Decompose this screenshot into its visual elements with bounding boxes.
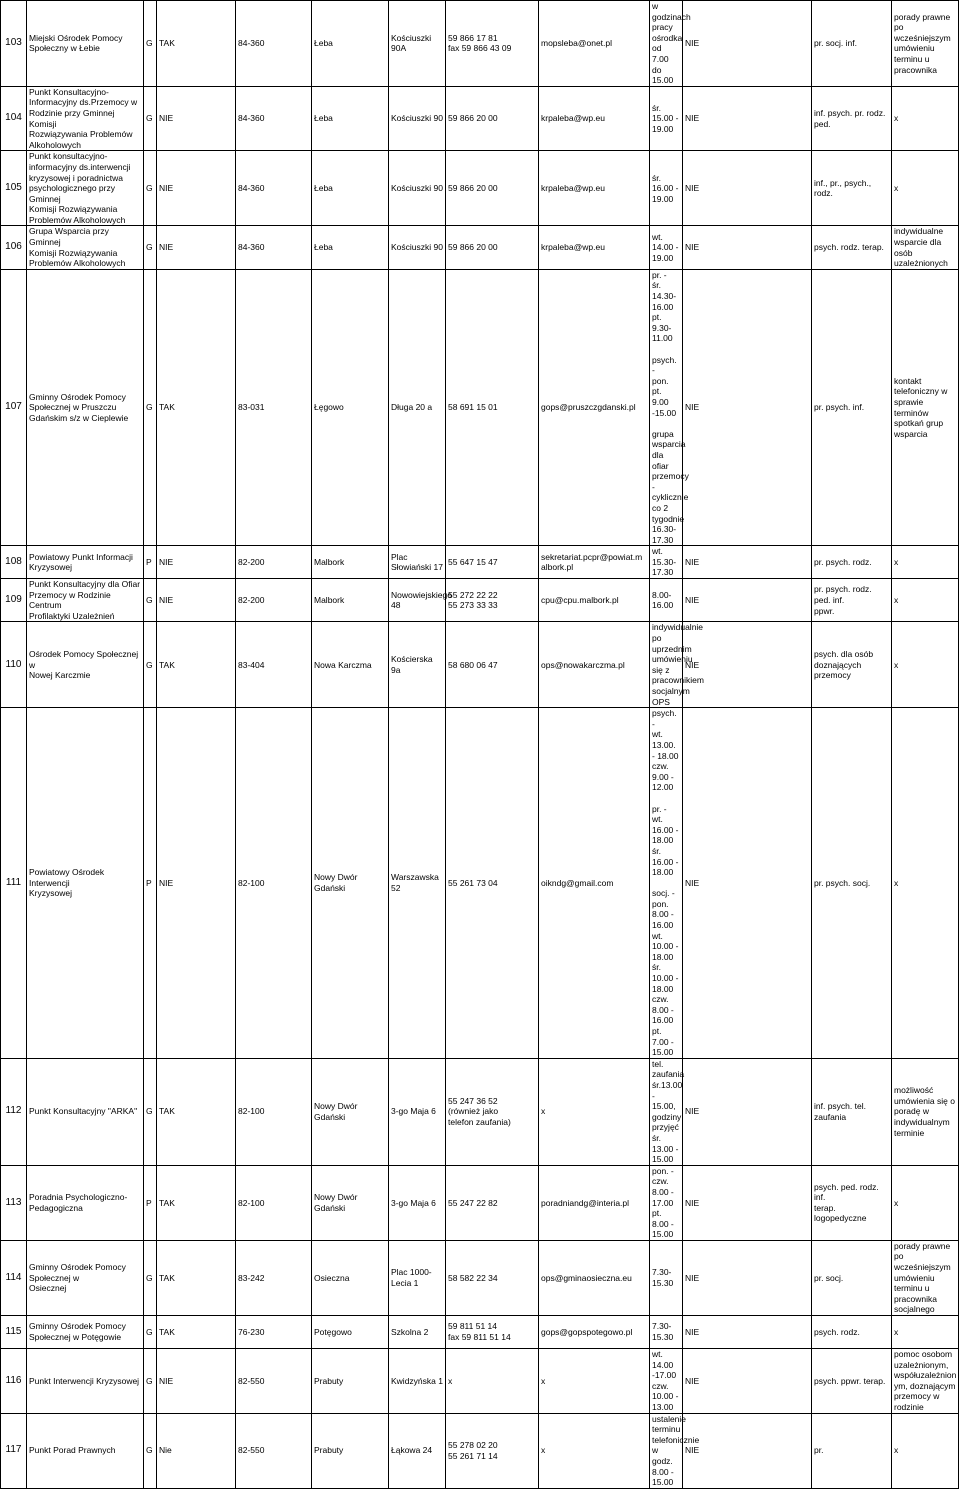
referral-required: NIE — [683, 1240, 812, 1315]
postal-code: 84-360 — [236, 151, 312, 226]
opening-hours: 8.00-16.00 — [650, 579, 683, 622]
institution-name: Gminny Ośrodek Pomocy Społecznej w Potęgowie — [27, 1316, 144, 1349]
email-address: krpaleba@wp.eu — [539, 86, 650, 151]
table-row — [1, 1165, 959, 1240]
opening-hours: wt. 15.30-17.30 — [650, 546, 683, 579]
row-number: 106 — [1, 226, 27, 269]
other-info: x — [892, 708, 959, 1059]
institution-name: Miejski Ośrodek Pomocy Społeczny w Łebie — [27, 1, 144, 87]
street-address: Łąkowa 24 — [389, 1413, 446, 1488]
phone-number: 55 272 22 22 55 273 33 33 — [446, 579, 539, 622]
email-address: gops@gopspotegowo.pl — [539, 1316, 650, 1349]
street-address: Długa 20 a — [389, 269, 446, 545]
help-types: psych. ppwr. terap. — [812, 1349, 892, 1414]
help-types: psych. rodz. terap. — [812, 226, 892, 269]
row-number: 116 — [1, 1349, 27, 1414]
free-of-charge: NIE — [157, 708, 236, 1059]
opening-hours: pon. - czw. 8.00 - 17.00 pt. 8.00 - 15.00 — [650, 1165, 683, 1240]
city: Łeba — [312, 1, 389, 87]
phone-number: 59 866 20 00 — [446, 151, 539, 226]
street-address: Warszawska 52 — [389, 708, 446, 1059]
phone-number: x — [446, 1349, 539, 1414]
help-types: pr. socj. — [812, 1240, 892, 1315]
table-row — [1, 546, 959, 579]
postal-code: 84-360 — [236, 226, 312, 269]
institution-type: G — [144, 1349, 157, 1414]
street-address: Kościuszki 90 — [389, 226, 446, 269]
institution-name: Gminny Ośrodek Pomocy Społecznej w Pruszczu Gdańskim s/z w Cieplewie — [27, 269, 144, 545]
opening-hours: śr. 16.00 - 19.00 — [650, 151, 683, 226]
street-address: Kościerska 9a — [389, 622, 446, 708]
institution-name: Poradnia Psychologiczno- Pedagogiczna — [27, 1165, 144, 1240]
postal-code: 84-360 — [236, 1, 312, 87]
institution-type: G — [144, 151, 157, 226]
email-address: mopsleba@onet.pl — [539, 1, 650, 87]
free-of-charge: TAK — [157, 1, 236, 87]
phone-number: 58 582 22 34 — [446, 1240, 539, 1315]
other-info: porady prawne po wcześniejszym umówieniu terminu u pracownika — [892, 1, 959, 87]
free-of-charge: NIE — [157, 226, 236, 269]
other-info: pomoc osobom uzależnionym, współuzależnion ym, doznającym przemocy w rodzinie — [892, 1349, 959, 1414]
table-row — [1, 579, 959, 622]
street-address: Kościuszki 90A — [389, 1, 446, 87]
institution-type: G — [144, 226, 157, 269]
other-info: kontakt telefoniczny w sprawie terminów spotkań grup wsparcia — [892, 269, 959, 545]
institution-type: G — [144, 1316, 157, 1349]
help-types: psych. dla osób doznających przemocy — [812, 622, 892, 708]
row-number: 105 — [1, 151, 27, 226]
free-of-charge: Nie — [157, 1413, 236, 1488]
other-info: x — [892, 1165, 959, 1240]
email-address: ops@nowakarczma.pl — [539, 622, 650, 708]
referral-required: NIE — [683, 1349, 812, 1414]
email-address: x — [539, 1058, 650, 1165]
table-row — [1, 226, 959, 269]
city: Nowy Dwór Gdański — [312, 1058, 389, 1165]
free-of-charge: TAK — [157, 1058, 236, 1165]
opening-hours: indywidualnie po uprzednim umówieniu się z pracownikiem socjalnym OPS — [650, 622, 683, 708]
phone-number: 55 247 22 82 — [446, 1165, 539, 1240]
postal-code: 82-100 — [236, 1058, 312, 1165]
row-number: 111 — [1, 708, 27, 1059]
referral-required: NIE — [683, 1413, 812, 1488]
postal-code: 83-404 — [236, 622, 312, 708]
city: Nowa Karczma — [312, 622, 389, 708]
postal-code: 82-550 — [236, 1349, 312, 1414]
institution-name: Punkt Konsultacyjny "ARKA" — [27, 1058, 144, 1165]
table-row — [1, 1413, 959, 1488]
row-number: 115 — [1, 1316, 27, 1349]
referral-required: NIE — [683, 579, 812, 622]
other-info: x — [892, 579, 959, 622]
row-number: 104 — [1, 86, 27, 151]
email-address: krpaleba@wp.eu — [539, 226, 650, 269]
other-info: x — [892, 86, 959, 151]
postal-code: 82-100 — [236, 1165, 312, 1240]
phone-number: 59 811 51 14 fax 59 811 51 14 — [446, 1316, 539, 1349]
free-of-charge: NIE — [157, 86, 236, 151]
help-types: inf., pr., psych., rodz. — [812, 151, 892, 226]
help-types: inf. psych. tel. zaufania — [812, 1058, 892, 1165]
postal-code: 82-100 — [236, 708, 312, 1059]
help-types: pr. — [812, 1413, 892, 1488]
street-address: Szkolna 2 — [389, 1316, 446, 1349]
opening-hours: psych. - wt. 13.00. - 18.00 czw. 9.00 - 12.00 pr. - wt. 16.00 - 18.00 śr. 16.00 - 18.00 socj. - pon. 8.00 - 16.00 wt. 10.00 - 18.00 śr. 10.00 - 18.00 czw. 8.00 - 16.00 pt. 7.00 - 15.00 — [650, 708, 683, 1059]
other-info: porady prawne po wcześniejszym umówieniu terminu u pracownika socjalnego — [892, 1240, 959, 1315]
help-types: pr. psych. inf. — [812, 269, 892, 545]
table-row — [1, 1240, 959, 1315]
opening-hours: 7.30-15.30 — [650, 1316, 683, 1349]
help-types: psych. rodz. — [812, 1316, 892, 1349]
institution-name: Punkt Interwencji Kryzysowej — [27, 1349, 144, 1414]
referral-required: NIE — [683, 1, 812, 87]
referral-required: NIE — [683, 86, 812, 151]
help-types: psych. ped. rodz. inf. terap. logopedyczne — [812, 1165, 892, 1240]
email-address: ops@gminaosieczna.eu — [539, 1240, 650, 1315]
table-row — [1, 1, 959, 87]
institution-type: G — [144, 269, 157, 545]
opening-hours: pr. - śr. 14.30-16.00 pt. 9.30-11.00 psych. - pon. pt. 9.00 -15.00 grupa wsparcia dla ofiar przemocy - cyklicznie co 2 tygodnie 16.30-17.30 — [650, 269, 683, 545]
row-number: 109 — [1, 579, 27, 622]
street-address: 3-go Maja 6 — [389, 1165, 446, 1240]
postal-code: 76-230 — [236, 1316, 312, 1349]
institution-name: Punkt Konsultacyjny dla Ofiar Przemocy w Rodzinie Centrum Profilaktyki Uzależnień — [27, 579, 144, 622]
street-address: Plac 1000-Lecia 1 — [389, 1240, 446, 1315]
free-of-charge: NIE — [157, 151, 236, 226]
table-row — [1, 86, 959, 151]
city: Prabuty — [312, 1349, 389, 1414]
institution-name: Punkt konsultacyjno- informacyjny ds.interwencji kryzysowej i poradnictwa psychologicznego przy Gminnej Komisji Rozwiązywania Problemów Alkoholowych — [27, 151, 144, 226]
table-row — [1, 1316, 959, 1349]
table-row — [1, 151, 959, 226]
table-row — [1, 1349, 959, 1414]
row-number: 112 — [1, 1058, 27, 1165]
city: Malbork — [312, 579, 389, 622]
street-address: Kościuszki 90 — [389, 151, 446, 226]
row-number: 103 — [1, 1, 27, 87]
street-address: Kościuszki 90 — [389, 86, 446, 151]
table-row — [1, 708, 959, 1059]
email-address: x — [539, 1413, 650, 1488]
institution-type: G — [144, 1240, 157, 1315]
phone-number: 58 680 06 47 — [446, 622, 539, 708]
opening-hours: 7.30-15.30 — [650, 1240, 683, 1315]
institution-type: P — [144, 546, 157, 579]
free-of-charge: TAK — [157, 622, 236, 708]
institution-name: Punkt Konsultacyjno- Informacyjny ds.Przemocy w Rodzinie przy Gminnej Komisji Rozwiązywania Problemów Alkoholowych — [27, 86, 144, 151]
city: Potęgowo — [312, 1316, 389, 1349]
city: Łeba — [312, 86, 389, 151]
opening-hours: tel. zaufania śr.13.00 - 15.00, godziny przyjęć śr. 13.00 - 15.00 — [650, 1058, 683, 1165]
institution-name: Powiatowy Ośrodek Interwencji Kryzysowej — [27, 708, 144, 1059]
phone-number: 59 866 20 00 — [446, 226, 539, 269]
opening-hours: wt. 14.00 -17.00 czw. 10.00 - 13.00 — [650, 1349, 683, 1414]
institution-type: G — [144, 1413, 157, 1488]
help-types: pr. psych. rodz. ped. inf. ppwr. — [812, 579, 892, 622]
city: Prabuty — [312, 1413, 389, 1488]
row-number: 110 — [1, 622, 27, 708]
help-types: inf. psych. pr. rodz. ped. — [812, 86, 892, 151]
city: Malbork — [312, 546, 389, 579]
referral-required: NIE — [683, 708, 812, 1059]
phone-number: 59 866 17 81 fax 59 866 43 09 — [446, 1, 539, 87]
institution-name: Ośrodek Pomocy Społecznej w Nowej Karczmie — [27, 622, 144, 708]
opening-hours: ustalenie terminu telefonicznie w godz. 8.00 - 15.00 — [650, 1413, 683, 1488]
referral-required: NIE — [683, 226, 812, 269]
street-address: Nowowiejskiego 48 — [389, 579, 446, 622]
help-types: pr. socj. inf. — [812, 1, 892, 87]
postal-code: 83-242 — [236, 1240, 312, 1315]
other-info: x — [892, 151, 959, 226]
street-address: 3-go Maja 6 — [389, 1058, 446, 1165]
row-number: 114 — [1, 1240, 27, 1315]
free-of-charge: NIE — [157, 579, 236, 622]
email-address: x — [539, 1349, 650, 1414]
postal-code: 82-550 — [236, 1413, 312, 1488]
institution-type: G — [144, 579, 157, 622]
phone-number: 55 261 73 04 — [446, 708, 539, 1059]
email-address: krpaleba@wp.eu — [539, 151, 650, 226]
postal-code: 82-200 — [236, 546, 312, 579]
phone-number: 55 647 15 47 — [446, 546, 539, 579]
email-address: cpu@cpu.malbork.pl — [539, 579, 650, 622]
other-info: x — [892, 1413, 959, 1488]
referral-required: NIE — [683, 1058, 812, 1165]
help-types: pr. psych. socj. — [812, 708, 892, 1059]
email-address: gops@pruszczgdanski.pl — [539, 269, 650, 545]
institution-type: P — [144, 708, 157, 1059]
postal-code: 83-031 — [236, 269, 312, 545]
city: Łęgowo — [312, 269, 389, 545]
table-row — [1, 1058, 959, 1165]
free-of-charge: TAK — [157, 1165, 236, 1240]
phone-number: 55 247 36 52 (również jako telefon zaufania) — [446, 1058, 539, 1165]
city: Łeba — [312, 226, 389, 269]
institution-type: G — [144, 86, 157, 151]
city: Osieczna — [312, 1240, 389, 1315]
table-row — [1, 269, 959, 545]
institution-type: G — [144, 622, 157, 708]
institution-type: G — [144, 1, 157, 87]
institution-name: Gminny Ośrodek Pomocy Społecznej w Osiecznej — [27, 1240, 144, 1315]
other-info: x — [892, 546, 959, 579]
row-number: 117 — [1, 1413, 27, 1488]
city: Nowy Dwór Gdański — [312, 708, 389, 1059]
phone-number: 59 866 20 00 — [446, 86, 539, 151]
free-of-charge: TAK — [157, 1316, 236, 1349]
opening-hours: śr. 15.00 - 19.00 — [650, 86, 683, 151]
free-of-charge: TAK — [157, 1240, 236, 1315]
other-info: możliwość umówienia się o poradę w indywidualnym terminie — [892, 1058, 959, 1165]
row-number: 113 — [1, 1165, 27, 1240]
email-address: sekretariat.pcpr@powiat.m albork.pl — [539, 546, 650, 579]
city: Łeba — [312, 151, 389, 226]
city: Nowy Dwór Gdański — [312, 1165, 389, 1240]
referral-required: NIE — [683, 1316, 812, 1349]
email-address: oikndg@gmail.com — [539, 708, 650, 1059]
table-row — [1, 622, 959, 708]
institution-name: Punkt Porad Prawnych — [27, 1413, 144, 1488]
referral-required: NIE — [683, 546, 812, 579]
other-info: x — [892, 622, 959, 708]
referral-required: NIE — [683, 151, 812, 226]
postal-code: 82-200 — [236, 579, 312, 622]
referral-required: NIE — [683, 269, 812, 545]
row-number: 108 — [1, 546, 27, 579]
phone-number: 55 278 02 20 55 261 71 14 — [446, 1413, 539, 1488]
institution-type: G — [144, 1058, 157, 1165]
other-info: x — [892, 1316, 959, 1349]
opening-hours: w godzinach pracy ośrodka od 7.00 do 15.00 — [650, 1, 683, 87]
institution-name: Grupa Wsparcia przy Gminnej Komisji Rozwiązywania Problemów Alkoholowych — [27, 226, 144, 269]
institution-type: P — [144, 1165, 157, 1240]
referral-required: NIE — [683, 1165, 812, 1240]
institution-name: Powiatowy Punkt Informacji Kryzysowej — [27, 546, 144, 579]
free-of-charge: NIE — [157, 546, 236, 579]
phone-number: 58 691 15 01 — [446, 269, 539, 545]
row-number: 107 — [1, 269, 27, 545]
help-types: pr. psych. rodz. — [812, 546, 892, 579]
street-address: Kwidzyńska 1 — [389, 1349, 446, 1414]
free-of-charge: TAK — [157, 269, 236, 545]
email-address: poradniandg@interia.pl — [539, 1165, 650, 1240]
free-of-charge: NIE — [157, 1349, 236, 1414]
other-info: indywidualne wsparcie dla osób uzależnionych — [892, 226, 959, 269]
street-address: Plac Słowiański 17 — [389, 546, 446, 579]
opening-hours: wt. 14.00 - 19.00 — [650, 226, 683, 269]
postal-code: 84-360 — [236, 86, 312, 151]
referral-required: NIE — [683, 622, 812, 708]
